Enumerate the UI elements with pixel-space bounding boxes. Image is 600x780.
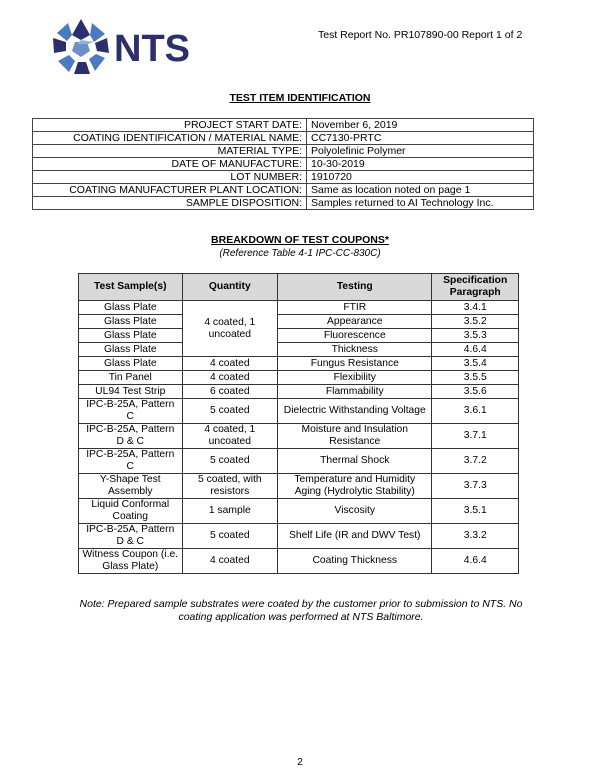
coupon-quantity: 4 coated: [182, 549, 278, 574]
page-number: 2: [297, 756, 303, 768]
identification-table: [32, 118, 534, 210]
coupon-quantity: 4 coated, 1 uncoated: [182, 424, 278, 449]
header-spec-paragraph: Specification Paragraph: [432, 274, 519, 301]
coupon-spec: 3.7.2: [432, 449, 519, 474]
coupon-testing: Fungus Resistance: [278, 357, 432, 371]
coupon-spec: 3.5.3: [432, 329, 519, 343]
coupon-quantity: 5 coated: [182, 449, 278, 474]
coupon-testing: Temperature and Humidity Aging (Hydrolytic Stability): [278, 474, 432, 499]
identification-value: Same as location noted on page 1: [307, 184, 534, 197]
coupon-row: [79, 343, 519, 357]
globe-icon: [53, 19, 109, 74]
coupon-sample: Y-Shape Test Assembly: [79, 474, 183, 499]
coupon-testing: FTIR: [278, 301, 432, 315]
coupon-row: [79, 449, 519, 474]
identification-value: Samples returned to AI Technology Inc.: [307, 197, 534, 210]
identification-value: November 6, 2019: [307, 119, 534, 132]
identification-label: LOT NUMBER:: [33, 171, 307, 184]
coupon-quantity: 4 coated, 1 uncoated: [182, 301, 278, 357]
coupon-spec: 3.7.3: [432, 474, 519, 499]
header-testing: Testing: [278, 274, 432, 301]
coupon-sample: Glass Plate: [79, 315, 183, 329]
coupon-spec: 3.7.1: [432, 424, 519, 449]
coupon-sample: IPC-B-25A, Pattern D & C: [79, 424, 183, 449]
coupon-sample: IPC-B-25A, Pattern D & C: [79, 524, 183, 549]
coupon-quantity: 5 coated: [182, 399, 278, 424]
footnote: Note: Prepared sample substrates were coated by the customer prior to submission to NTS. No coating application was performed at NTS Baltimore.: [79, 598, 523, 623]
coupon-sample: Tin Panel: [79, 371, 183, 385]
coupon-row: [79, 474, 519, 499]
coupons-header-row: [79, 274, 519, 301]
coupon-row: [79, 315, 519, 329]
coupon-spec: 3.5.4: [432, 357, 519, 371]
coupon-row: [79, 301, 519, 315]
coupon-testing: Appearance: [278, 315, 432, 329]
identification-label: COATING MANUFACTURER PLANT LOCATION:: [33, 184, 307, 197]
coupon-testing: Thickness: [278, 343, 432, 357]
coupon-quantity: 1 sample: [182, 499, 278, 524]
coupon-sample: Glass Plate: [79, 357, 183, 371]
identification-row: [33, 132, 534, 145]
coupon-row: [79, 424, 519, 449]
coupon-row: [79, 371, 519, 385]
coupon-spec: 4.6.4: [432, 549, 519, 574]
identification-value: 1910720: [307, 171, 534, 184]
logo-text: NTS: [114, 28, 190, 70]
coupon-testing: Dielectric Withstanding Voltage: [278, 399, 432, 424]
coupon-sample: Glass Plate: [79, 329, 183, 343]
nts-logo: [50, 14, 210, 80]
coupon-spec: 3.5.1: [432, 499, 519, 524]
identification-row: [33, 171, 534, 184]
coupon-row: [79, 399, 519, 424]
coupon-sample: IPC-B-25A, Pattern C: [79, 449, 183, 474]
coupon-testing: Moisture and Insulation Resistance: [278, 424, 432, 449]
coupon-row: [79, 357, 519, 371]
identification-value: CC7130-PRTC: [307, 132, 534, 145]
coupon-sample: Witness Coupon (i.e. Glass Plate): [79, 549, 183, 574]
coupon-spec: 3.6.1: [432, 399, 519, 424]
identification-label: MATERIAL TYPE:: [33, 145, 307, 158]
coupons-subtitle: (Reference Table 4-1 IPC-CC-830C): [219, 248, 381, 259]
coupon-testing: Viscosity: [278, 499, 432, 524]
coupon-testing: Flammability: [278, 385, 432, 399]
identification-value: Polyolefinic Polymer: [307, 145, 534, 158]
coupons-table: [78, 273, 519, 574]
coupon-quantity: 6 coated: [182, 385, 278, 399]
coupon-row: [79, 524, 519, 549]
coupon-row: [79, 549, 519, 574]
identification-label: PROJECT START DATE:: [33, 119, 307, 132]
coupon-sample: IPC-B-25A, Pattern C: [79, 399, 183, 424]
coupon-testing: Fluorescence: [278, 329, 432, 343]
identification-label: DATE OF MANUFACTURE:: [33, 158, 307, 171]
coupon-quantity: 4 coated: [182, 371, 278, 385]
coupon-quantity: 5 coated: [182, 524, 278, 549]
coupon-spec: 3.5.2: [432, 315, 519, 329]
report-number: Test Report No. PR107890-00 Report 1 of 2: [318, 29, 523, 41]
identification-row: [33, 197, 534, 210]
coupon-spec: 4.6.4: [432, 343, 519, 357]
test-item-identification-title: TEST ITEM IDENTIFICATION: [229, 92, 371, 104]
identification-row: [33, 145, 534, 158]
coupon-spec: 3.5.5: [432, 371, 519, 385]
coupon-row: [79, 499, 519, 524]
coupons-title: BREAKDOWN OF TEST COUPONS*: [211, 234, 389, 246]
coupon-testing: Coating Thickness: [278, 549, 432, 574]
coupon-quantity: 4 coated: [182, 357, 278, 371]
identification-row: [33, 119, 534, 132]
coupon-sample: Glass Plate: [79, 343, 183, 357]
header-test-samples: Test Sample(s): [79, 274, 183, 301]
coupon-testing: Thermal Shock: [278, 449, 432, 474]
identification-label: COATING IDENTIFICATION / MATERIAL NAME:: [33, 132, 307, 145]
identification-value: 10-30-2019: [307, 158, 534, 171]
header-quantity: Quantity: [182, 274, 278, 301]
coupon-testing: Flexibility: [278, 371, 432, 385]
coupon-testing: Shelf Life (IR and DWV Test): [278, 524, 432, 549]
coupon-spec: 3.3.2: [432, 524, 519, 549]
identification-label: SAMPLE DISPOSITION:: [33, 197, 307, 210]
identification-row: [33, 158, 534, 171]
coupon-sample: Liquid Conformal Coating: [79, 499, 183, 524]
coupon-sample: Glass Plate: [79, 301, 183, 315]
coupon-sample: UL94 Test Strip: [79, 385, 183, 399]
coupon-row: [79, 385, 519, 399]
coupon-row: [79, 329, 519, 343]
coupon-quantity: 5 coated, with resistors: [182, 474, 278, 499]
coupon-spec: 3.4.1: [432, 301, 519, 315]
identification-row: [33, 184, 534, 197]
coupon-spec: 3.5.6: [432, 385, 519, 399]
